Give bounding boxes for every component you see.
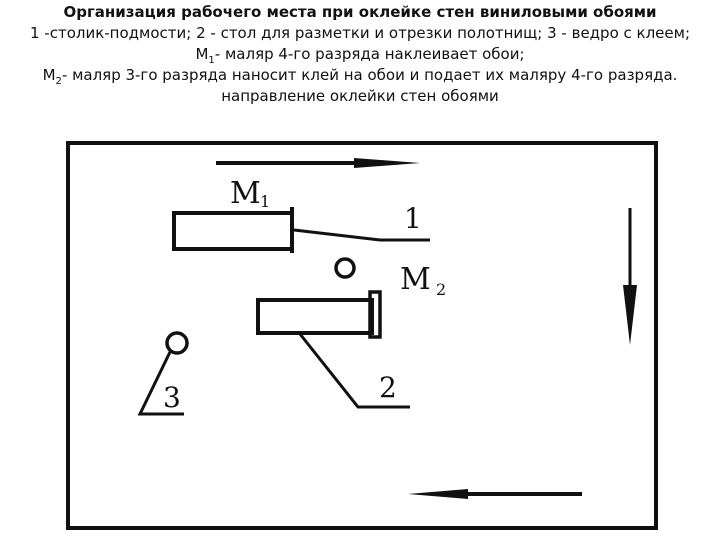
- worker-m2-marker: [336, 259, 354, 277]
- caption-items: 1 -столик-подмости; 2 - стол для разметки и отрезки полотнищ; 3 - ведро с клеем;: [29, 24, 691, 42]
- callout-3-number: 3: [163, 381, 181, 414]
- cutting-table-2-roll: [370, 292, 380, 337]
- direction-arrow-right: [623, 208, 637, 345]
- caption-title: Организация рабочего места при оклейке стен виниловыми обоями: [63, 3, 657, 21]
- m2-symbol: М: [42, 66, 56, 84]
- room-outline: [68, 143, 656, 528]
- direction-arrow-top: [216, 158, 420, 168]
- m2-index: 2: [55, 76, 62, 87]
- m2-text: - маляр 3-го разряда наносит клей на обои и подает их маляру 4-го разряда.: [61, 66, 678, 84]
- m2-subscript: 2: [436, 280, 447, 299]
- scaffold-table-1: [174, 213, 292, 249]
- cutting-table-2: [258, 300, 372, 333]
- callout-2-number: 2: [379, 371, 397, 404]
- m1-symbol: М: [195, 45, 209, 63]
- m1-label: М: [230, 176, 261, 211]
- caption-direction: направление оклейки стен обоями: [221, 87, 499, 105]
- direction-arrow-bottom: [408, 489, 582, 499]
- m1-subscript: 1: [260, 192, 271, 211]
- m2-label: М: [400, 262, 431, 297]
- glue-bucket-3: [167, 333, 187, 353]
- m1-text: - маляр 4-го разряда наклеивает обои;: [214, 45, 525, 63]
- callout-1-number: 1: [404, 202, 422, 235]
- m1-index: 1: [208, 55, 215, 66]
